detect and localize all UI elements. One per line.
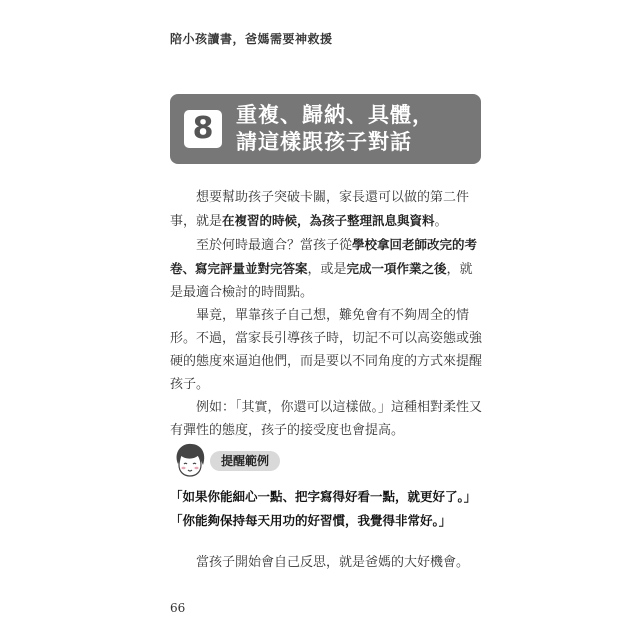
paragraph-emphasis: 完成一項作業之後	[346, 261, 447, 276]
paragraph-text: 至於何時最適合？當孩子從	[196, 238, 353, 253]
paragraph-text: 畢竟，單靠孩子自己想，難免會有不夠周全的情形。不過，當家長引導孩子時，切記不可以高姿態或強硬的態度來逼迫他們，而是要以不同角度的方式來提醒孩子。	[170, 308, 483, 392]
tip-callout	[170, 440, 490, 480]
closing-paragraph: 當孩子開始會自己反思，就是爸媽的大好機會。	[196, 555, 470, 570]
paragraph-text: ，就是最適合檢討的時間點。	[170, 262, 473, 300]
paragraph-text: 。	[434, 214, 448, 229]
tip-label: 提醒範例	[210, 451, 280, 471]
running-header: 陪小孩讀書，爸媽需要神救援	[170, 32, 333, 46]
paragraph	[170, 396, 482, 442]
paragraph-emphasis: 在複習的時候，為孩子整理訊息與資料	[222, 213, 435, 228]
paragraph	[170, 186, 482, 233]
paragraph-text: ，或是	[307, 262, 347, 277]
chapter-title-line1: 重複、歸納、具體，	[236, 103, 434, 127]
example-quote: 「你能夠保持每天用功的好習慣，我覺得非常好。」	[170, 513, 452, 528]
paragraph-text: 想要幫助孩子突破卡關，家長還可以做的第二件事，就是	[170, 190, 470, 229]
girl-face-icon	[170, 440, 210, 480]
body-text	[170, 186, 482, 442]
example-quote: 「如果你能細心一點、把字寫得好看一點，就更好了。」	[170, 489, 477, 504]
paragraph-text: 例如：「其實，你還可以這樣做。」這種相對柔性又有彈性的態度，孩子的接受度也會提高。	[170, 400, 483, 438]
paragraph	[170, 304, 482, 396]
paragraph	[170, 233, 482, 304]
chapter-title	[236, 102, 476, 156]
chapter-banner	[170, 94, 481, 164]
chapter-title-line2: 請這樣跟孩子對話	[236, 130, 412, 154]
paragraph-emphasis: 學校拿回老師改完的考卷、寫完評量並對完答案	[170, 237, 478, 276]
example-quotes	[170, 485, 490, 533]
chapter-number-badge: 8	[184, 110, 222, 148]
page-number: 66	[170, 601, 186, 615]
